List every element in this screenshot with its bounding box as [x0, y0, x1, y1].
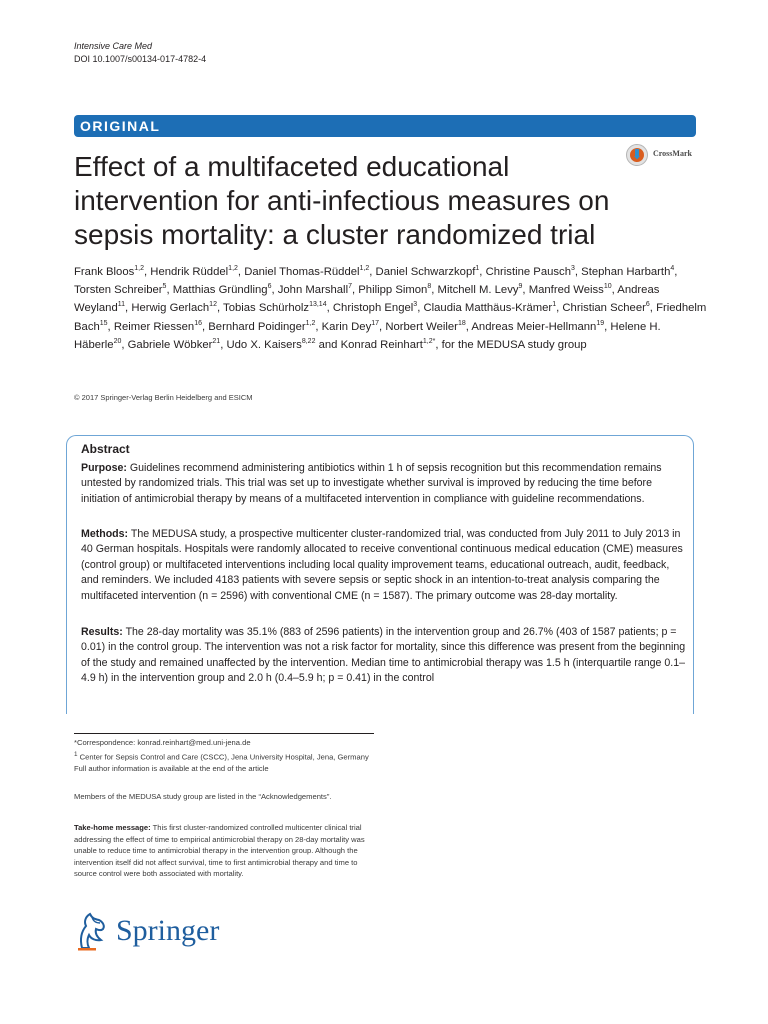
author-name: Norbert Weiler$^{18}$: [385, 319, 466, 333]
author-affiliation: 9: [518, 283, 523, 291]
article-type-banner: [74, 115, 696, 137]
author-conjunction: and: [315, 338, 341, 351]
author-affiliation: 6: [267, 283, 272, 291]
copyright: © 2017 Springer-Verlag Berlin Heidelberg and ESICM: [74, 393, 253, 402]
abstract-purpose: [81, 461, 687, 507]
affiliation-text: Center for Sepsis Control and Care (CSCC), Jena University Hospital, Jena, Germany: [79, 752, 369, 762]
author-name: Herwig Gerlach$^{12}$: [131, 301, 217, 315]
author-affiliation: 15: [99, 319, 108, 327]
abstract-results: [81, 625, 687, 687]
author-name: John Marshall$^7$: [277, 283, 352, 297]
methods-label: Methods:: [81, 528, 129, 540]
author-affiliation: 1: [475, 265, 480, 273]
author-affiliation: 1,2: [228, 265, 238, 273]
author-affiliation: 10: [603, 283, 612, 291]
purpose-label: Purpose:: [81, 462, 127, 474]
abstract-heading: Abstract: [81, 442, 130, 456]
author-name: Gabriele Wöbker$^{21}$: [127, 338, 221, 351]
affiliation: [74, 749, 374, 763]
author-affiliation: 3: [570, 265, 575, 273]
author-name: Manfred Weiss$^{10}$: [528, 283, 612, 297]
author-name: Tobias Schürholz$^{13,14}$: [223, 301, 327, 315]
author-name: Torsten Schreiber$^5$: [74, 283, 167, 297]
author-list: Frank Bloos$^{1,2}$, Hendrik Rüddel$^{1,2}$, Daniel Thomas-Rüddel$^{1,2}$, Daniel Schwarzkopf$^1$, Christine Pausch$^3$, Stephan Harbarth$^4$, Torsten Schreiber$^5$, Matthias Gründling$^6$, John Marshall$^7$, Philipp Simon$^8$, Mitchell M. Levy$^9$, Manfred Weiss$^{10}$, Andreas Weyland$^{11}$, Herwig Gerlach$^{12}$, Tobias Schürholz$^{13,14}$, Christoph Engel$^3$, Claudia Matthäus-Krämer$^1$, Christian Scheer$^6$, Friedhelm Bach$^{15}$, Reimer Riessen$^{16}$, Bernhard Poidinger$^{1,2}$, Karin Dey$^{17}$, Norbert Weiler$^{18}$, Andreas Meier-Hellmann$^{19}$, Helene H. Häberle$^{20}$, Gabriele Wöbker$^{21}$, Udo X. Kaisers$^{8,22}$ and Konrad Reinhart$^{1,2*}$, for the MEDUSA study group: [74, 265, 707, 351]
footnote-divider: [74, 733, 374, 734]
journal-name: Intensive Care Med: [74, 41, 153, 51]
footnotes: [74, 737, 374, 774]
author-affiliation: 18: [457, 319, 466, 327]
author-name: Mitchell M. Levy$^9$: [437, 283, 523, 297]
author-affiliation: 8,22: [301, 338, 316, 346]
author-name: Hendrik Rüddel$^{1,2}$: [150, 265, 238, 278]
author-name: Udo X. Kaisers$^{8,22}$: [226, 338, 316, 351]
take-home-message: [74, 822, 374, 880]
author-affiliation: 17: [371, 319, 380, 327]
article-title: Effect of a multifaceted educational intervention for anti-infectious measures on sepsis mortality: a cluster randomized trial: [74, 151, 610, 250]
doi: DOI 10.1007/s00134-017-4782-4: [74, 54, 207, 64]
study-group-note: Members of the MEDUSA study group are listed in the “Acknowledgements”.: [74, 792, 332, 801]
author-affiliation: 21: [212, 338, 221, 346]
author-affiliation: 6: [645, 301, 650, 309]
methods-text: The MEDUSA study, a prospective multicenter cluster-randomized trial, was conducted from July 2011 to July 2013 in 40 German hospitals. Hospitals were randomly allocated to receive conventional continuous medical education (CME) measures (control group) or multifaceted interventions including local quality improvement teams, educational outreach, audit, feedback, and reminders. We included 4183 patients with severe sepsis or septic shock in an intention-to-treat analysis comparing the multifaceted intervention (n = 2596) with conventional CME (n = 1587). The primary outcome was 28-day mortality.: [81, 528, 683, 602]
author-name: Karin Dey$^{17}$: [321, 319, 380, 333]
correspondence[interactable]: *Correspondence: konrad.reinhart@med.uni-jena.de: [74, 738, 251, 747]
author-name: Philipp Simon$^8$: [358, 283, 432, 297]
springer-logo-text: Springer: [116, 914, 220, 947]
results-label: Results:: [81, 626, 123, 638]
author-affiliation: 16: [194, 319, 202, 327]
abstract-methods: [81, 527, 687, 604]
author-name: Andreas Meier-Hellmann$^{19}$: [471, 319, 605, 333]
take-home-label: Take-home message:: [74, 823, 151, 832]
author-affiliation: 1,2: [305, 319, 316, 327]
author-name: Friedhelm Bach$^{15}$: [74, 302, 707, 333]
author-name: Bernhard Poidinger$^{1,2}$: [208, 319, 316, 333]
author-name: Matthias Gründling$^6$: [172, 283, 272, 297]
results-text: The 28-day mortality was 35.1% (883 of 2596 patients) in the intervention group and 26.7% (403 of 1587 patients; p = 0.01) in the control group. The intervention was not a risk factor for mortality, since this difference was present from the beginning of the study and remained unaffected by the intervention. Median time to antimicrobial therapy was 1.5 h (interquartile range 0.1–4.9 h) in the intervention group and 2.0 h (0.4–5.9 h; p = 0.41) in the control: [81, 626, 686, 685]
author-affiliation: 5: [162, 283, 167, 291]
author-name: Andreas Weyland$^{11}$: [74, 284, 660, 315]
author-affiliation: 1,2: [134, 265, 145, 273]
purpose-text: Guidelines recommend administering antibiotics within 1 h of sepsis recognition but this recommendation remains untested by randomized trials. This trial was set up to investigate whether survival is improved by reducing the time before initiation of antimicrobial therapy by means of a multifaceted intervention in compliance with guideline recommendations.: [81, 462, 662, 505]
author-group-suffix: , for the MEDUSA study group: [435, 338, 587, 351]
article-type-label: ORIGINAL: [80, 118, 161, 134]
author-affiliation: 12: [209, 301, 217, 309]
full-author-info: Full author information is available at the end of the article: [74, 763, 269, 773]
author-affiliation: 3: [413, 301, 418, 309]
take-home-text: This first cluster-randomized controlled multicenter clinical trial addressing the effect of time to empirical antimicrobial therapy on 28-day mortality was unable to reduce time to antimicrobial therapy in the intervention group. Although the intervention itself did not affect survival, time to first antimicrobial therapy and time to source control were both associated with mortality.: [74, 823, 365, 878]
author-affiliation: 20: [113, 338, 122, 346]
author-name: Frank Bloos$^{1,2}$: [74, 265, 145, 278]
author-affiliation: 11: [117, 301, 126, 309]
author-name: Christian Scheer$^6$: [562, 301, 650, 315]
author-affiliation: 1: [552, 301, 557, 309]
author-affiliation: 1,2: [359, 265, 370, 273]
author-name: Helene H. Häberle$^{20}$: [74, 320, 661, 351]
author-name: Reimer Riessen$^{16}$: [113, 319, 202, 333]
author-name: Daniel Thomas-Rüddel$^{1,2}$: [244, 265, 370, 278]
author-name: Claudia Matthäus-Krämer$^1$: [423, 301, 557, 315]
crossmark-label[interactable]: CrossMark: [653, 149, 692, 158]
author-name: Daniel Schwarzkopf$^1$: [375, 265, 480, 278]
author-affiliation: 7: [348, 283, 352, 291]
author-name: Christine Pausch$^3$: [485, 265, 575, 278]
author-affiliation: 8: [427, 283, 432, 291]
author-name: Konrad Reinhart$^{1,2*}$: [340, 338, 436, 351]
author-affiliation: 1,2*: [422, 338, 436, 346]
affiliation-marker: 1: [74, 750, 78, 758]
author-affiliation: 13,14: [309, 301, 327, 309]
author-name: Christoph Engel$^3$: [332, 301, 418, 315]
springer-horse-icon: [72, 910, 112, 952]
author-affiliation: 4: [670, 265, 675, 273]
author-name: Stephan Harbarth$^4$: [581, 265, 675, 278]
author-affiliation: 19: [596, 319, 605, 327]
